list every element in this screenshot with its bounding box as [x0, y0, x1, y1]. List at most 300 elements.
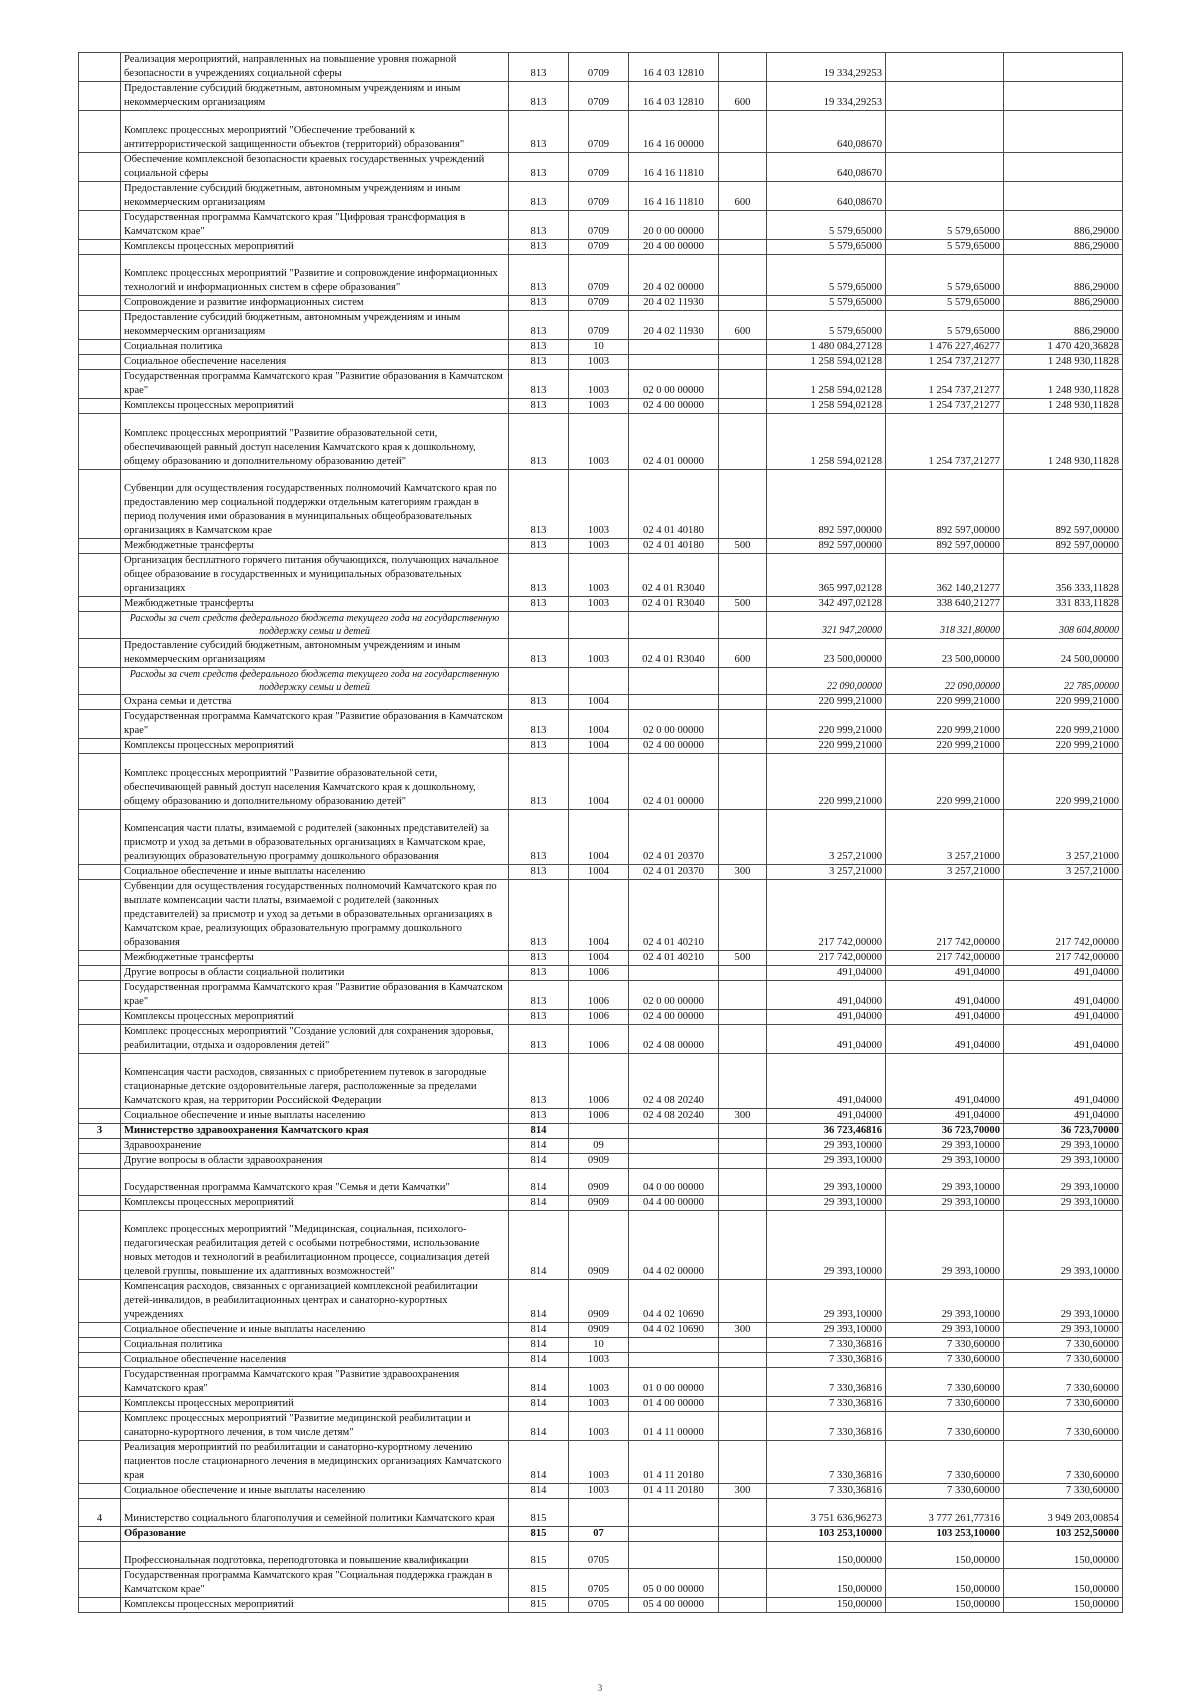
row-vr: 600 [719, 82, 767, 111]
row-amount-1: 217 742,00000 [767, 880, 886, 951]
row-amount-2: 1 254 737,21277 [886, 414, 1004, 470]
row-cs: 02 4 01 20370 [629, 865, 719, 880]
table-row [79, 1338, 1123, 1353]
row-cs: 02 0 00 00000 [629, 981, 719, 1010]
row-vr: 500 [719, 539, 767, 554]
row-name: Комплекс процессных мероприятий "Обеспечение требований к антитеррористической защищенности объектов (территорий) образования" [121, 111, 509, 153]
row-ved: 813 [509, 182, 569, 211]
row-number [79, 211, 121, 240]
row-number: 4 [79, 1499, 121, 1527]
row-rz: 1004 [569, 754, 629, 810]
row-vr [719, 810, 767, 865]
row-vr [719, 1010, 767, 1025]
row-amount-2: 7 330,60000 [886, 1368, 1004, 1397]
row-name: Государственная программа Камчатского края "Социальная поддержка граждан в Камчатском крае" [121, 1569, 509, 1598]
row-name: Комплексы процессных мероприятий [121, 1397, 509, 1412]
table-row [79, 639, 1123, 668]
row-name: Государственная программа Камчатского края "Развитие образования в Камчатском крае" [121, 981, 509, 1010]
row-amount-2 [886, 82, 1004, 111]
table-row [79, 470, 1123, 539]
row-amount-3: 29 393,10000 [1004, 1280, 1123, 1323]
table-row [79, 240, 1123, 255]
row-amount-3: 150,00000 [1004, 1569, 1123, 1598]
table-row [79, 1196, 1123, 1211]
row-cs: 05 4 00 00000 [629, 1598, 719, 1613]
row-vr [719, 1542, 767, 1569]
row-amount-2: 29 393,10000 [886, 1154, 1004, 1169]
row-ved: 813 [509, 414, 569, 470]
row-number [79, 82, 121, 111]
row-name: Организация бесплатного горячего питания обучающихся, получающих начальное общее образование в государственных и муниципальных образовательных организациях [121, 554, 509, 597]
row-rz: 1003 [569, 1484, 629, 1499]
table-row [79, 1054, 1123, 1109]
table-row [79, 1397, 1123, 1412]
row-amount-1: 491,04000 [767, 1010, 886, 1025]
row-name: Компенсация расходов, связанных с организацией комплексной реабилитации детей-инвалидов, в реабилитационных центрах и санаторно-курортных учреждениях [121, 1280, 509, 1323]
row-number [79, 612, 121, 639]
row-ved: 813 [509, 554, 569, 597]
row-cs: 20 0 00 00000 [629, 211, 719, 240]
row-amount-3: 22 785,00000 [1004, 668, 1123, 695]
row-name: Государственная программа Камчатского края "Развитие образования в Камчатском крае" [121, 710, 509, 739]
row-amount-1: 19 334,29253 [767, 82, 886, 111]
row-number [79, 597, 121, 612]
row-amount-2: 5 579,65000 [886, 296, 1004, 311]
row-ved: 813 [509, 399, 569, 414]
table-body [79, 53, 1123, 1613]
row-ved: 814 [509, 1280, 569, 1323]
row-cs [629, 1542, 719, 1569]
row-amount-1: 5 579,65000 [767, 240, 886, 255]
row-name: Другие вопросы в области социальной политики [121, 966, 509, 981]
row-amount-2: 5 579,65000 [886, 240, 1004, 255]
row-name: Охрана семьи и детства [121, 695, 509, 710]
row-rz: 0709 [569, 153, 629, 182]
row-amount-3 [1004, 53, 1123, 82]
row-cs: 04 4 00 00000 [629, 1196, 719, 1211]
row-cs: 02 4 01 R3040 [629, 639, 719, 668]
row-cs [629, 1499, 719, 1527]
table-row [79, 966, 1123, 981]
row-number [79, 1598, 121, 1613]
row-number [79, 695, 121, 710]
row-number [79, 754, 121, 810]
row-amount-2: 7 330,60000 [886, 1338, 1004, 1353]
row-amount-3: 217 742,00000 [1004, 951, 1123, 966]
row-amount-3: 491,04000 [1004, 966, 1123, 981]
row-amount-1: 1 258 594,02128 [767, 355, 886, 370]
table-row [79, 1010, 1123, 1025]
row-number [79, 981, 121, 1010]
table-row [79, 612, 1123, 639]
row-ved [509, 612, 569, 639]
row-cs [629, 1154, 719, 1169]
row-cs: 02 0 00 00000 [629, 370, 719, 399]
row-rz: 1003 [569, 639, 629, 668]
row-rz: 1004 [569, 710, 629, 739]
row-number [79, 554, 121, 597]
table-row [79, 880, 1123, 951]
table-row [79, 1353, 1123, 1368]
row-vr: 600 [719, 311, 767, 340]
row-number [79, 255, 121, 296]
row-vr [719, 612, 767, 639]
row-number [79, 1569, 121, 1598]
row-cs: 04 4 02 10690 [629, 1323, 719, 1338]
row-number [79, 1054, 121, 1109]
row-cs: 20 4 02 11930 [629, 296, 719, 311]
row-vr [719, 1338, 767, 1353]
row-cs [629, 695, 719, 710]
row-amount-2: 103 253,10000 [886, 1527, 1004, 1542]
budget-sheet [78, 52, 1122, 1613]
row-number [79, 668, 121, 695]
row-rz: 09 [569, 1139, 629, 1154]
row-rz: 1003 [569, 1397, 629, 1412]
row-amount-3: 886,29000 [1004, 255, 1123, 296]
row-number [79, 1484, 121, 1499]
row-vr: 600 [719, 639, 767, 668]
table-row [79, 414, 1123, 470]
row-amount-1: 321 947,20000 [767, 612, 886, 639]
row-rz: 0709 [569, 111, 629, 153]
row-name: Компенсация части расходов, связанных с приобретением путевок в загородные стационарные детские оздоровительные лагеря, расположенные за пределами Камчатского края, на территории Российской Федерации [121, 1054, 509, 1109]
row-ved: 813 [509, 880, 569, 951]
row-amount-2: 362 140,21277 [886, 554, 1004, 597]
row-ved: 815 [509, 1598, 569, 1613]
row-ved: 813 [509, 255, 569, 296]
row-amount-3: 220 999,21000 [1004, 710, 1123, 739]
table-row [79, 1441, 1123, 1484]
row-amount-1: 1 258 594,02128 [767, 399, 886, 414]
table-row [79, 739, 1123, 754]
row-ved: 813 [509, 695, 569, 710]
row-ved: 813 [509, 981, 569, 1010]
table-row [79, 554, 1123, 597]
row-amount-1: 150,00000 [767, 1542, 886, 1569]
row-name: Реализация мероприятий по реабилитации и санаторно-курортному лечению пациентов после стационарного лечения в медицинских организациях Камчатского края [121, 1441, 509, 1484]
row-amount-1: 29 393,10000 [767, 1139, 886, 1154]
row-amount-2 [886, 53, 1004, 82]
row-vr [719, 153, 767, 182]
row-amount-3: 7 330,60000 [1004, 1397, 1123, 1412]
row-amount-1: 892 597,00000 [767, 470, 886, 539]
table-row [79, 1323, 1123, 1338]
row-name: Социальная политика [121, 340, 509, 355]
row-amount-3: 491,04000 [1004, 1109, 1123, 1124]
table-row [79, 1499, 1123, 1527]
row-amount-2: 3 777 261,77316 [886, 1499, 1004, 1527]
row-rz: 07 [569, 1527, 629, 1542]
row-vr [719, 1569, 767, 1598]
row-amount-3: 1 248 930,11828 [1004, 355, 1123, 370]
row-rz: 0909 [569, 1196, 629, 1211]
table-row [79, 255, 1123, 296]
row-amount-1: 5 579,65000 [767, 211, 886, 240]
row-ved: 813 [509, 539, 569, 554]
row-number [79, 951, 121, 966]
row-name: Межбюджетные трансферты [121, 597, 509, 612]
row-ved: 814 [509, 1323, 569, 1338]
row-cs: 02 4 01 40180 [629, 539, 719, 554]
row-number [79, 639, 121, 668]
table-row [79, 668, 1123, 695]
row-amount-3: 7 330,60000 [1004, 1484, 1123, 1499]
row-ved: 813 [509, 82, 569, 111]
row-amount-2: 7 330,60000 [886, 1353, 1004, 1368]
row-number [79, 1542, 121, 1569]
table-row [79, 355, 1123, 370]
table-row [79, 951, 1123, 966]
row-amount-1: 5 579,65000 [767, 255, 886, 296]
row-amount-3: 29 393,10000 [1004, 1196, 1123, 1211]
row-name: Социальное обеспечение и иные выплаты населению [121, 1109, 509, 1124]
row-rz: 0709 [569, 255, 629, 296]
row-name: Государственная программа Камчатского края "Цифровая трансформация в Камчатском крае" [121, 211, 509, 240]
row-name: Государственная программа Камчатского края "Развитие здравоохранения Камчатского края" [121, 1368, 509, 1397]
row-rz: 0709 [569, 311, 629, 340]
row-cs: 16 4 03 12810 [629, 53, 719, 82]
row-amount-1: 5 579,65000 [767, 311, 886, 340]
row-number [79, 470, 121, 539]
row-amount-3 [1004, 111, 1123, 153]
row-vr: 300 [719, 1109, 767, 1124]
row-ved: 814 [509, 1441, 569, 1484]
row-ved: 813 [509, 370, 569, 399]
row-name: Комплексы процессных мероприятий [121, 1010, 509, 1025]
row-vr: 500 [719, 951, 767, 966]
row-amount-2: 5 579,65000 [886, 311, 1004, 340]
row-cs [629, 355, 719, 370]
row-rz: 1004 [569, 951, 629, 966]
row-amount-3: 3 949 203,00854 [1004, 1499, 1123, 1527]
table-row [79, 1124, 1123, 1139]
row-amount-3: 29 393,10000 [1004, 1154, 1123, 1169]
row-rz: 1006 [569, 1054, 629, 1109]
row-amount-3: 36 723,70000 [1004, 1124, 1123, 1139]
row-amount-1: 1 258 594,02128 [767, 414, 886, 470]
row-rz: 1006 [569, 981, 629, 1010]
row-rz: 1004 [569, 695, 629, 710]
row-amount-3: 886,29000 [1004, 211, 1123, 240]
row-rz: 1004 [569, 739, 629, 754]
row-rz: 0709 [569, 82, 629, 111]
row-vr [719, 1397, 767, 1412]
table-row [79, 1368, 1123, 1397]
row-amount-1: 150,00000 [767, 1569, 886, 1598]
row-ved: 814 [509, 1353, 569, 1368]
row-ved: 813 [509, 240, 569, 255]
row-amount-2: 217 742,00000 [886, 880, 1004, 951]
row-vr [719, 1368, 767, 1397]
row-name: Министерство здравоохранения Камчатского края [121, 1124, 509, 1139]
row-cs: 01 4 00 00000 [629, 1397, 719, 1412]
row-name: Комплексы процессных мероприятий [121, 399, 509, 414]
row-vr [719, 966, 767, 981]
row-vr: 300 [719, 865, 767, 880]
row-ved: 815 [509, 1542, 569, 1569]
row-amount-3: 886,29000 [1004, 296, 1123, 311]
row-number [79, 1441, 121, 1484]
row-amount-3: 331 833,11828 [1004, 597, 1123, 612]
row-vr [719, 1169, 767, 1196]
row-name: Комплексы процессных мероприятий [121, 739, 509, 754]
row-name: Предоставление субсидий бюджетным, автономным учреждениям и иным некоммерческим организациям [121, 82, 509, 111]
table-row [79, 311, 1123, 340]
row-cs: 02 4 08 20240 [629, 1054, 719, 1109]
row-rz: 0909 [569, 1323, 629, 1338]
row-rz: 1003 [569, 1412, 629, 1441]
row-number [79, 1169, 121, 1196]
row-vr [719, 1499, 767, 1527]
row-amount-3: 7 330,60000 [1004, 1412, 1123, 1441]
row-cs: 04 4 02 00000 [629, 1211, 719, 1280]
row-amount-1: 491,04000 [767, 1025, 886, 1054]
row-amount-2: 1 476 227,46277 [886, 340, 1004, 355]
row-amount-1: 150,00000 [767, 1598, 886, 1613]
row-vr [719, 399, 767, 414]
row-amount-3: 103 252,50000 [1004, 1527, 1123, 1542]
table-row [79, 1139, 1123, 1154]
row-number [79, 182, 121, 211]
table-row [79, 1154, 1123, 1169]
row-number [79, 1010, 121, 1025]
row-vr [719, 554, 767, 597]
row-cs: 02 4 00 00000 [629, 399, 719, 414]
row-number [79, 710, 121, 739]
row-ved: 813 [509, 754, 569, 810]
row-number [79, 1196, 121, 1211]
table-row [79, 211, 1123, 240]
row-ved: 813 [509, 710, 569, 739]
row-vr [719, 668, 767, 695]
row-amount-3: 217 742,00000 [1004, 880, 1123, 951]
table-row [79, 1025, 1123, 1054]
row-vr [719, 355, 767, 370]
row-amount-2: 491,04000 [886, 1054, 1004, 1109]
table-row [79, 1412, 1123, 1441]
row-ved: 814 [509, 1211, 569, 1280]
row-cs: 16 4 16 00000 [629, 111, 719, 153]
row-amount-2: 29 393,10000 [886, 1196, 1004, 1211]
row-amount-1: 491,04000 [767, 1054, 886, 1109]
row-amount-1: 29 393,10000 [767, 1323, 886, 1338]
row-amount-2: 23 500,00000 [886, 639, 1004, 668]
row-amount-2: 7 330,60000 [886, 1441, 1004, 1484]
row-name: Расходы за счет средств федерального бюджета текущего года на государственную поддержку семьи и детей [121, 612, 509, 639]
row-number [79, 414, 121, 470]
row-cs [629, 1353, 719, 1368]
row-amount-1: 7 330,36816 [767, 1484, 886, 1499]
row-amount-1: 5 579,65000 [767, 296, 886, 311]
row-name: Реализация мероприятий, направленных на повышение уровня пожарной безопасности в учреждениях социальной сферы [121, 53, 509, 82]
row-rz: 1006 [569, 1109, 629, 1124]
row-number [79, 1139, 121, 1154]
row-amount-2: 1 254 737,21277 [886, 370, 1004, 399]
row-cs: 02 4 01 00000 [629, 414, 719, 470]
row-ved: 814 [509, 1484, 569, 1499]
row-number [79, 111, 121, 153]
row-amount-3: 356 333,11828 [1004, 554, 1123, 597]
row-name: Обеспечение комплексной безопасности краевых государственных учреждений социальной сферы [121, 153, 509, 182]
row-name: Министерство социального благополучия и семейной политики Камчатского края [121, 1499, 509, 1527]
row-amount-2: 29 393,10000 [886, 1139, 1004, 1154]
row-ved: 814 [509, 1368, 569, 1397]
row-cs: 02 4 08 20240 [629, 1109, 719, 1124]
row-rz: 0709 [569, 211, 629, 240]
row-cs: 02 4 01 R3040 [629, 554, 719, 597]
row-cs: 20 4 02 00000 [629, 255, 719, 296]
row-cs [629, 612, 719, 639]
row-amount-1: 3 257,21000 [767, 865, 886, 880]
row-amount-2 [886, 182, 1004, 211]
row-amount-2: 5 579,65000 [886, 211, 1004, 240]
table-row [79, 1109, 1123, 1124]
row-number [79, 966, 121, 981]
row-name: Государственная программа Камчатского края "Развитие образования в Камчатском крае" [121, 370, 509, 399]
row-amount-3: 29 393,10000 [1004, 1139, 1123, 1154]
row-rz: 1003 [569, 355, 629, 370]
row-amount-3: 491,04000 [1004, 1010, 1123, 1025]
table-row [79, 53, 1123, 82]
table-row [79, 981, 1123, 1010]
table-row [79, 865, 1123, 880]
row-number [79, 1338, 121, 1353]
row-vr [719, 414, 767, 470]
row-cs [629, 668, 719, 695]
row-amount-2: 3 257,21000 [886, 810, 1004, 865]
row-amount-1: 22 090,00000 [767, 668, 886, 695]
row-amount-1: 23 500,00000 [767, 639, 886, 668]
row-ved: 814 [509, 1124, 569, 1139]
row-cs [629, 1124, 719, 1139]
row-cs [629, 1338, 719, 1353]
row-amount-3: 1 470 420,36828 [1004, 340, 1123, 355]
row-rz: 1003 [569, 539, 629, 554]
row-ved: 814 [509, 1412, 569, 1441]
row-vr [719, 1353, 767, 1368]
row-amount-2: 491,04000 [886, 981, 1004, 1010]
table-row [79, 399, 1123, 414]
table-row [79, 1542, 1123, 1569]
row-rz: 0709 [569, 296, 629, 311]
row-amount-1: 7 330,36816 [767, 1397, 886, 1412]
row-amount-1: 29 393,10000 [767, 1211, 886, 1280]
row-vr [719, 340, 767, 355]
row-rz: 1004 [569, 810, 629, 865]
row-cs: 05 0 00 00000 [629, 1569, 719, 1598]
table-row [79, 539, 1123, 554]
row-amount-1: 3 257,21000 [767, 810, 886, 865]
row-ved: 813 [509, 810, 569, 865]
row-name: Социальное обеспечение и иные выплаты населению [121, 865, 509, 880]
row-number [79, 865, 121, 880]
row-vr [719, 710, 767, 739]
row-amount-2: 491,04000 [886, 1010, 1004, 1025]
row-amount-1: 1 258 594,02128 [767, 370, 886, 399]
row-amount-2: 220 999,21000 [886, 710, 1004, 739]
table-row [79, 810, 1123, 865]
row-amount-2: 217 742,00000 [886, 951, 1004, 966]
row-rz: 10 [569, 340, 629, 355]
row-amount-1: 29 393,10000 [767, 1280, 886, 1323]
table-row [79, 710, 1123, 739]
row-number [79, 810, 121, 865]
budget-table [78, 52, 1123, 1613]
row-amount-1: 3 751 636,96273 [767, 1499, 886, 1527]
row-amount-1: 29 393,10000 [767, 1169, 886, 1196]
page-number: 3 [597, 1683, 603, 1693]
